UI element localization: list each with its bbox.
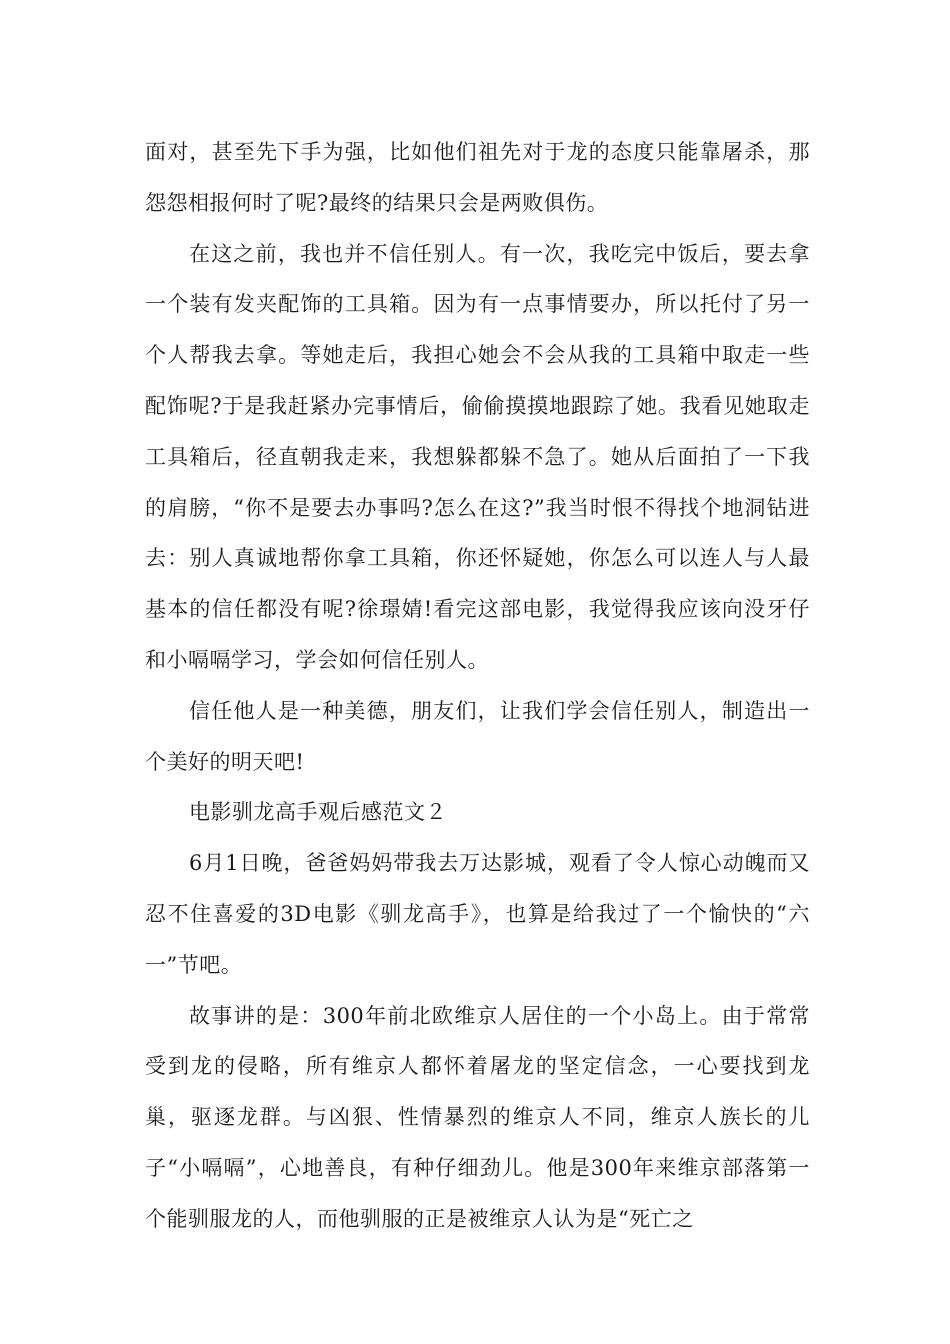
paragraph-trust-story: 在这之前，我也并不信任别人。有一次，我吃完中饭后，要去拿一个装有发夹配饰的工具箱。因为有一点事情要办，所以托付了另一个人帮我去拿。等她走后，我担心她会不会从我的工具箱中取走一些配饰呢?于是我赶紧办完事情后，偷偷摸摸地跟踪了她。我看见她取走工具箱后，径直朝我走来，我想躲都躲不急了。她从后面拍了一下我的肩膀，“你不是要去办事吗?怎么在这?”我当时恨不得找个地洞钻进去：别人真诚地帮你拿工具箱，你还怀疑她，你怎么可以连人与人最基本的信任都没有呢?徐璟婧!看完这部电影，我觉得我应该向没牙仔和小嗝嗝学习，学会如何信任别人。 <box>145 241 810 672</box>
section-heading: 电影驯龙高手观后感范文２ <box>189 800 447 825</box>
document-body <box>145 127 810 1245</box>
paragraph-conclusion: 信任他人是一种美德，朋友们，让我们学会信任别人，制造出一个美好的明天吧! <box>145 698 810 774</box>
paragraph-story: 故事讲的是：300年前北欧维京人居住的一个小岛上。由于常常受到龙的侵略，所有维京人都怀着屠龙的坚定信念，一心要找到龙巢，驱逐龙群。与凶狠、性情暴烈的维京人不同，维京人族长的儿子“小嗝嗝”，心地善良，有种仔细劲儿。他是300年来维京部落第一个能驯服龙的人，而他驯服的正是被维京人认为是“死亡之 <box>145 1003 810 1231</box>
paragraph-intro: 6月1日晚，爸爸妈妈带我去万达影城，观看了令人惊心动魄而又忍不住喜爱的3D电影《驯龙高手》，也算是给我过了一个愉快的“六一”节吧。 <box>145 851 810 977</box>
paragraph-continuation: 面对，甚至先下手为强，比如他们祖先对于龙的态度只能靠屠杀，那怨怨相报何时了呢?最终的结果只会是两败俱伤。 <box>145 140 810 215</box>
